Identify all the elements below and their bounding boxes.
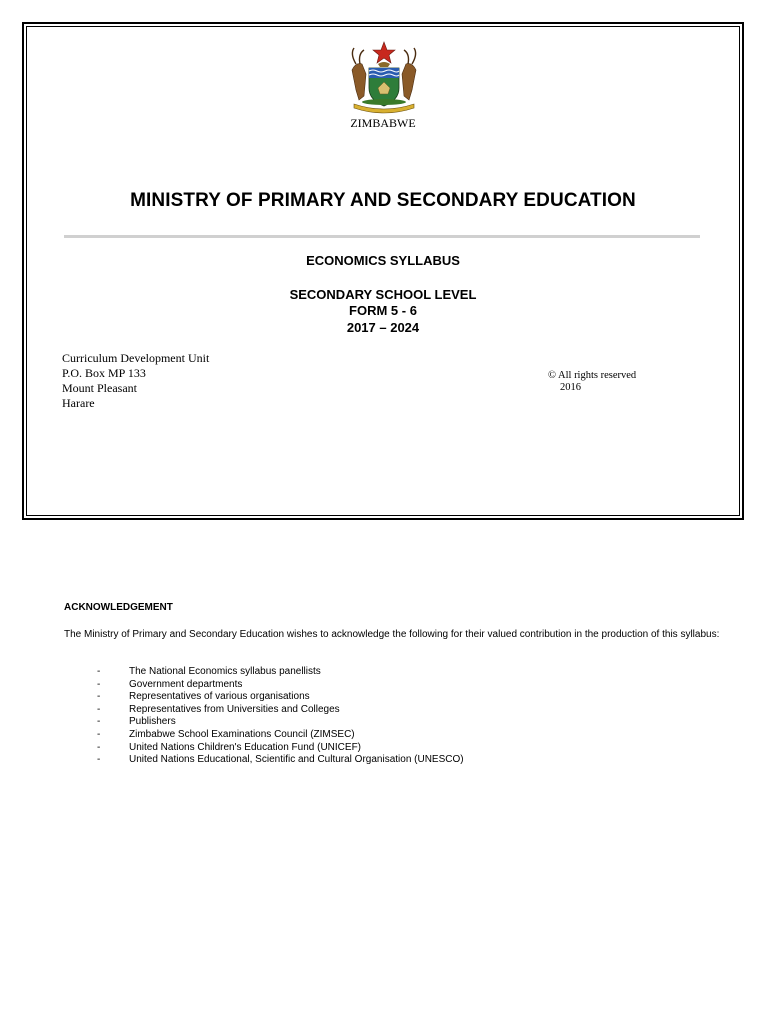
dash-bullet: -: [97, 703, 101, 715]
cover-page-frame: [22, 22, 744, 520]
country-name: ZIMBABWE: [350, 116, 416, 130]
dash-bullet: -: [97, 691, 101, 703]
list-item: [64, 691, 464, 704]
dash-bullet: -: [97, 754, 101, 766]
list-item-text: Government departments: [129, 678, 243, 690]
school-level: SECONDARY SCHOOL LEVEL: [289, 287, 477, 302]
list-item: [64, 666, 464, 679]
list-item-text: Publishers: [129, 716, 176, 728]
address-line: P.O. Box MP 133: [62, 366, 146, 380]
copyright-year: 2016: [560, 382, 581, 393]
list-item-text: Representatives of various organisations: [129, 691, 310, 703]
address-line: Mount Pleasant: [62, 381, 137, 395]
address-line: Harare: [62, 396, 95, 410]
dash-bullet: -: [97, 716, 101, 728]
year-range: 2017 – 2024: [346, 320, 420, 335]
acknowledgement-heading: ACKNOWLEDGEMENT: [64, 602, 173, 613]
address-line: Curriculum Development Unit: [62, 351, 210, 365]
list-item-text: United Nations Educational, Scientific and Cultural Organisation (UNESCO): [129, 754, 464, 766]
dash-bullet: -: [97, 678, 101, 690]
dash-bullet: -: [97, 741, 101, 753]
list-item: [64, 704, 464, 717]
copyright-text: © All rights reserved: [548, 370, 637, 381]
dash-bullet: -: [97, 666, 101, 677]
title-divider: [64, 235, 700, 238]
list-item: [64, 754, 464, 767]
list-item: [64, 679, 464, 692]
dash-bullet: -: [97, 728, 101, 740]
syllabus-name: ECONOMICS SYLLABUS: [306, 253, 460, 268]
acknowledgement-list: [64, 666, 464, 767]
copyright-notice: [548, 370, 636, 394]
list-item: [64, 742, 464, 755]
list-item: [64, 716, 464, 729]
postal-address: [62, 351, 209, 411]
form-level: FORM 5 - 6: [349, 303, 417, 318]
acknowledgement-intro: The Ministry of Primary and Secondary Education wishes to acknowledge the following for their valued contribution in the production of this syllabus:: [64, 629, 720, 640]
ministry-title: MINISTRY OF PRIMARY AND SECONDARY EDUCATION: [130, 190, 636, 211]
list-item-text: Zimbabwe School Examinations Council (ZIMSEC): [129, 728, 355, 740]
list-item-text: The National Economics syllabus panellists: [129, 666, 321, 677]
list-item-text: United Nations Children's Education Fund (UNICEF): [129, 741, 362, 753]
zimbabwe-coat-of-arms-icon: [342, 40, 426, 114]
list-item: [64, 729, 464, 742]
list-item-text: Representatives from Universities and Colleges: [129, 703, 340, 715]
